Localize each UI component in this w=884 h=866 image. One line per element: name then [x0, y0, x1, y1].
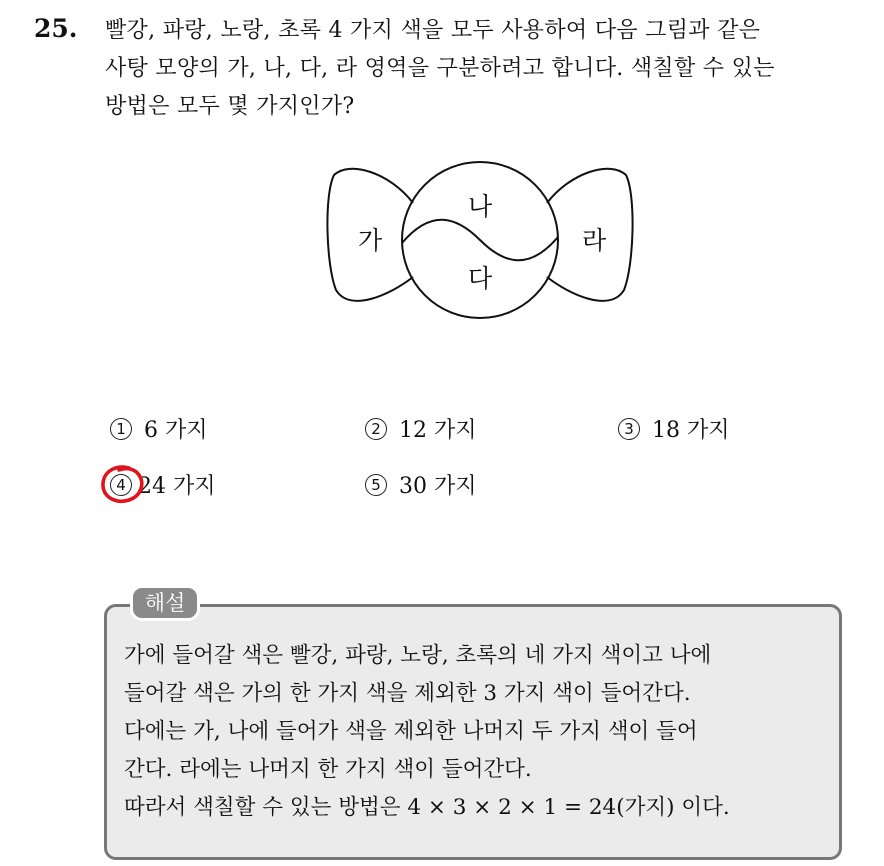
explanation-line: 따라서 색칠할 수 있는 방법은 4 × 3 × 2 × 1 = 24(가지) 이다. [124, 795, 730, 820]
explanation-line: 다에는 가, 나에 들어가 색을 제외한 나머지 두 가지 색이 들어 [124, 719, 698, 744]
question-line: 빨강, 파랑, 노랑, 초록 4 가지 색을 모두 사용하여 다음 그림과 같은 [105, 18, 761, 43]
choice-marker: 5 [365, 474, 387, 496]
question-line: 방법은 모두 몇 가지인가? [105, 94, 355, 119]
choice-2[interactable] [365, 413, 477, 444]
answer-mark-icon [99, 462, 147, 506]
explanation-tab: 해설 [130, 585, 200, 621]
choice-label: 30 가지 [399, 474, 477, 499]
wave-divider [402, 220, 558, 261]
choice-label: 24 가지 [138, 474, 216, 499]
candy-diagram [320, 155, 640, 325]
choice-marker: 4 [110, 474, 132, 496]
choice-label: 18 가지 [652, 418, 730, 443]
region-da-label: 다 [468, 264, 493, 293]
choice-marker: 2 [365, 418, 387, 440]
explanation-line: 가에 들어갈 색은 빨강, 파랑, 노랑, 초록의 네 가지 색이고 나에 [124, 643, 712, 668]
choice-3[interactable] [618, 413, 730, 444]
region-ga-label: 가 [358, 226, 383, 255]
choice-5[interactable] [365, 469, 477, 500]
choice-marker: 1 [110, 418, 132, 440]
explanation-line: 간다. 라에는 나머지 한 가지 색이 들어간다. [124, 757, 532, 782]
explanation-text [124, 637, 836, 827]
choice-marker: 3 [618, 418, 640, 440]
question-text [105, 12, 875, 126]
choice-label: 12 가지 [399, 418, 477, 443]
question-line: 사탕 모양의 가, 나, 다, 라 영역을 구분하려고 합니다. 색칠할 수 있는 [105, 56, 775, 81]
region-ra-label: 라 [582, 226, 607, 255]
choice-label: 6 가지 [144, 418, 208, 443]
question-number: 25. [34, 14, 78, 43]
candy-figure [320, 155, 640, 325]
choice-1[interactable] [110, 413, 208, 444]
explanation-line: 들어갈 색은 가의 한 가지 색을 제외한 3 가지 색이 들어간다. [124, 681, 691, 706]
region-na-label: 나 [468, 192, 493, 221]
